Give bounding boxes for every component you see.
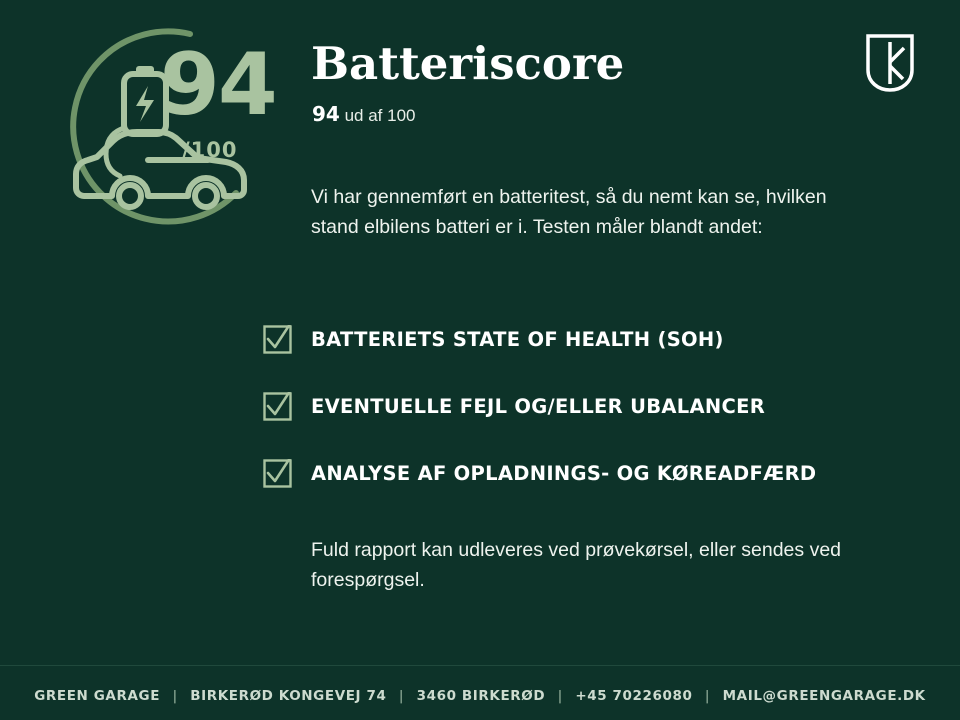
page-title: Batteriscore [311,37,625,90]
footer-separator: | [557,688,564,704]
battery-score-badge [40,20,290,230]
score-subtitle-value: 94 [312,102,340,126]
outro-paragraph: Fuld rapport kan udleveres ved prøvekørsel, eller sendes ved forespørgsel. [311,539,842,591]
checklist-item-label: ANALYSE AF OPLADNINGS- OG KØREADFÆRD [311,461,817,485]
footer-postal-city: 3460 BIRKERØD [416,688,546,704]
checkmark-icon [263,325,292,354]
checklist-item-label: EVENTUELLE FEJL OG/ELLER UBALANCER [311,394,766,418]
green-garage-logo-icon [864,32,916,94]
score-subtitle [312,102,415,126]
score-subtitle-suffix: ud af 100 [344,106,416,125]
footer-divider [0,665,960,666]
footer-separator: | [398,688,405,704]
footer-contact-bar [0,688,960,704]
footer-phone[interactable]: +45 70226080 [575,688,693,704]
footer-email[interactable]: MAIL@GREENGARAGE.DK [722,688,926,704]
list-item [263,310,863,368]
intro-paragraph: Vi har gennemført en batteritest, så du nemt kan se, hvilken stand elbilens batteri er i. Testen måler blandt andet: [311,186,827,238]
score-value: 94 [160,35,276,135]
checklist-item-label: BATTERIETS STATE OF HEALTH (SOH) [311,327,724,351]
footer-separator: | [172,688,178,704]
footer-company: GREEN GARAGE [34,688,161,704]
list-item [263,444,863,502]
list-item [263,377,863,435]
footer-separator: | [704,688,711,704]
test-checklist [263,310,863,511]
checkmark-icon [263,459,292,488]
footer-address: BIRKERØD KONGEVEJ 74 [190,688,387,704]
score-denominator: /100 [182,138,238,162]
checkmark-icon [263,392,292,421]
